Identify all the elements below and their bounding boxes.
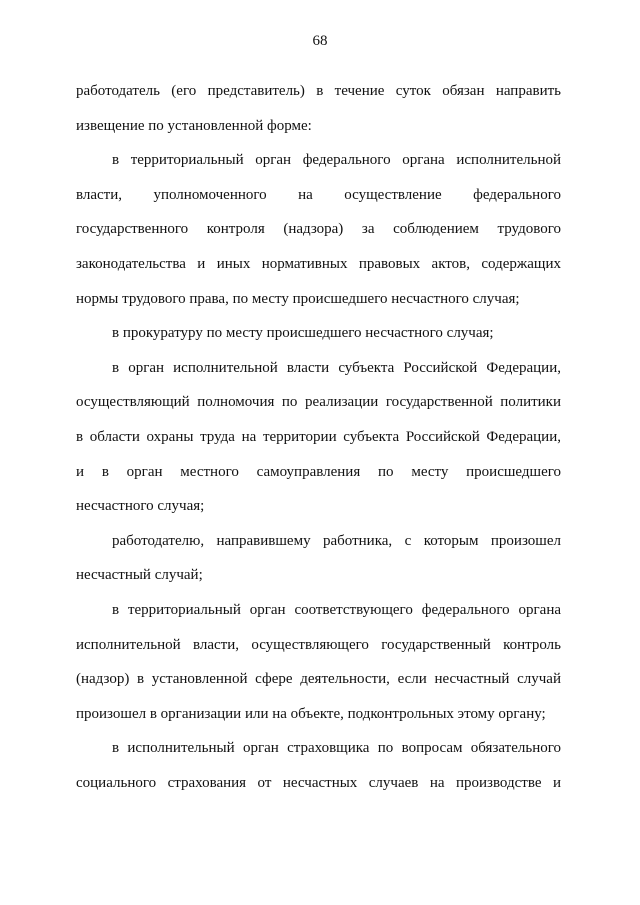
text-line: государственного контроля (надзора) за соблюдением трудового	[76, 221, 561, 238]
text-line: работодатель (его представитель) в течение суток обязан направить	[76, 83, 561, 99]
paragraph	[76, 731, 561, 800]
paragraph	[76, 143, 561, 316]
text-line: несчастного случая;	[76, 498, 205, 515]
paragraph	[76, 524, 561, 593]
text-line: (надзор) в установленной сфере деятельности, если несчастный случай	[76, 671, 561, 688]
text-line: в орган исполнительной власти субъекта Российской Федерации,	[112, 359, 561, 376]
text-line: в исполнительный орган страховщика по вопросам обязательного	[112, 740, 561, 757]
page-number: 68	[312, 33, 328, 49]
text-line: в территориальный орган соответствующего федерального органа	[112, 601, 561, 618]
text-line: и в орган местного самоуправления по месту происшедшего	[76, 463, 561, 480]
text-line: в территориальный орган федерального органа исполнительной	[112, 152, 561, 169]
text-line: социального страхования от несчастных случаев на производстве и	[76, 774, 561, 791]
text-line: исполнительной власти, осуществляющего государственный контроль	[76, 636, 561, 653]
paragraph	[76, 316, 561, 351]
document-body	[76, 74, 561, 800]
text-line: в области охраны труда на территории субъекта Российской Федерации,	[76, 428, 561, 445]
text-line: власти, уполномоченного на осуществление федерального	[76, 186, 561, 203]
text-line: законодательства и иных нормативных правовых актов, содержащих	[76, 255, 561, 272]
text-line: извещение по установленной форме:	[76, 117, 312, 134]
text-line: несчастный случай;	[76, 567, 203, 584]
text-line: нормы трудового права, по месту происшедшего несчастного случая;	[76, 290, 520, 307]
text-line: работодателю, направившему работника, с которым произошел	[112, 532, 561, 549]
paragraph	[76, 593, 561, 731]
paragraph	[76, 351, 561, 524]
text-line: осуществляющий полномочия по реализации государственной политики	[76, 394, 561, 411]
text-line: в прокуратуру по месту происшедшего несчастного случая;	[112, 325, 494, 342]
text-line: произошел в организации или на объекте, подконтрольных этому органу;	[76, 705, 546, 722]
paragraph	[76, 74, 561, 143]
